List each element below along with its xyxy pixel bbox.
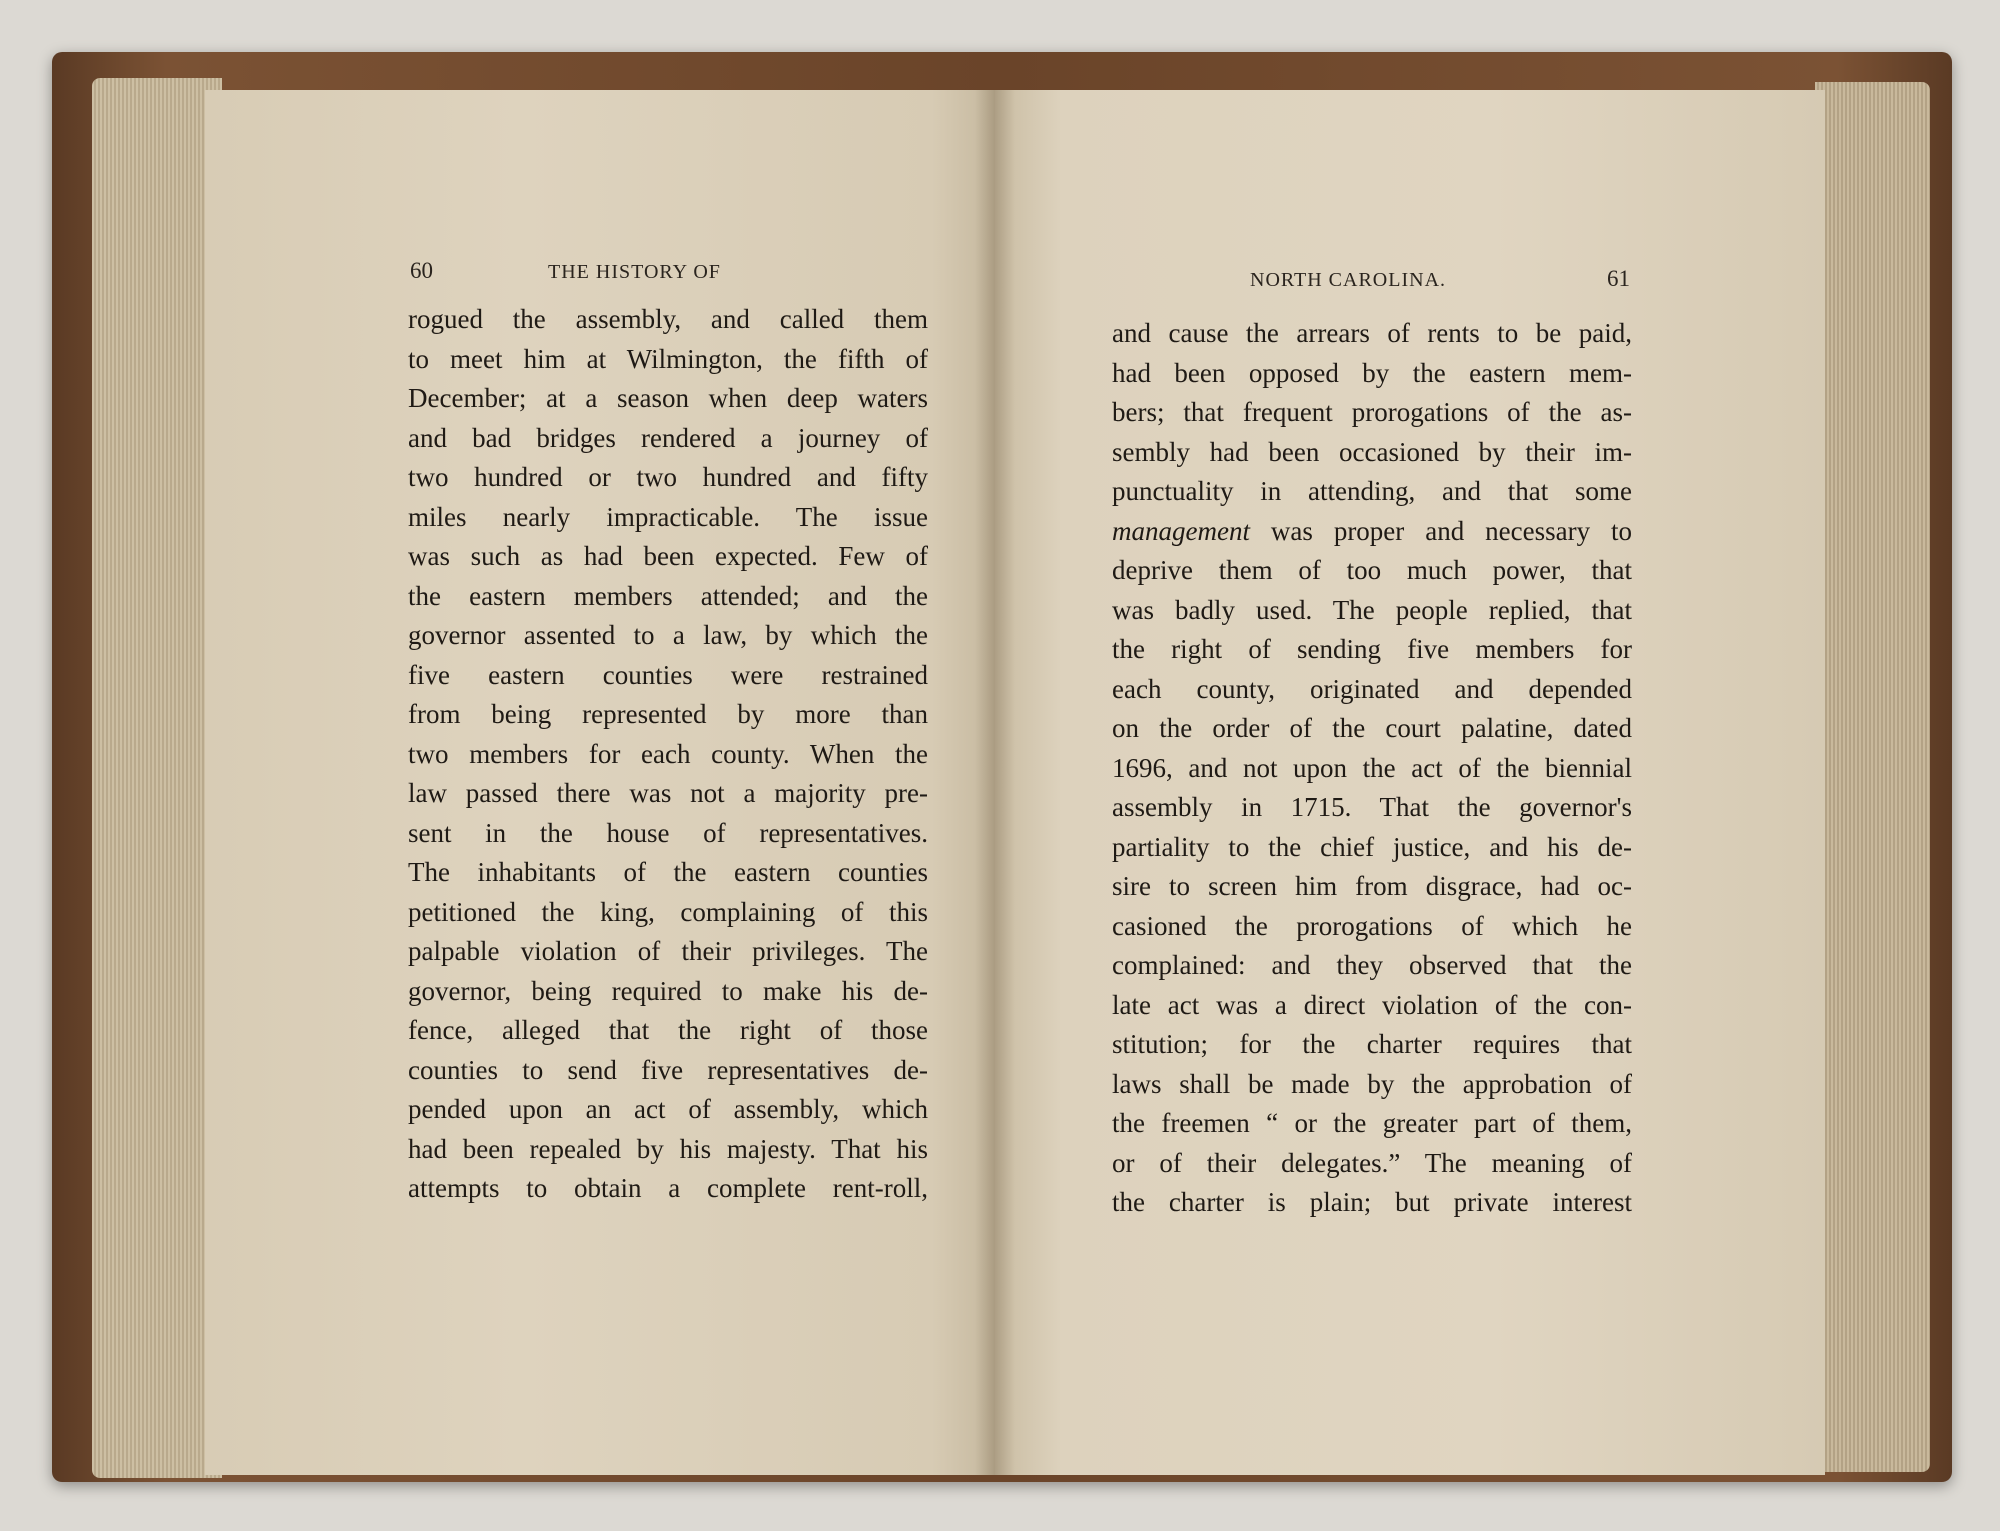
text-line: law passed there was not a majority pre- xyxy=(408,778,928,808)
right-page-edges xyxy=(1815,82,1930,1472)
text-line: deprive them of too much power, that xyxy=(1112,555,1632,585)
text-line: to meet him at Wilmington, the fifth of xyxy=(408,343,928,374)
text-line: attempts to obtain a complete rent-roll, xyxy=(408,1173,928,1203)
text-line: laws shall be made by the approbation of xyxy=(1112,1068,1632,1099)
text-line: governor assented to a law, by which the xyxy=(408,620,928,650)
left-running-title: THE HISTORY OF xyxy=(548,261,721,283)
text-line: sembly had been occasioned by their im- xyxy=(1112,436,1632,467)
text-line: five eastern counties were restrained xyxy=(408,659,928,690)
text-line: sire to screen him from disgrace, had oc- xyxy=(1112,871,1632,901)
text-line: the eastern members attended; and the xyxy=(408,580,928,611)
text-line: late act was a direct violation of the con- xyxy=(1112,989,1632,1020)
text-line: had been opposed by the eastern mem- xyxy=(1112,357,1632,388)
text-line: petitioned the king, complaining of this xyxy=(408,896,928,927)
right-page-text xyxy=(1112,314,1632,1223)
text-line: or of their delegates.” The meaning of xyxy=(1112,1147,1632,1178)
text-line: December; at a season when deep waters xyxy=(408,383,928,413)
text-line: on the order of the court palatine, dated xyxy=(1112,713,1632,743)
text-line: partiality to the chief justice, and his de- xyxy=(1112,831,1632,862)
text-line: was such as had been expected. Few of xyxy=(408,541,928,571)
right-page-header xyxy=(1250,266,1630,292)
text-line: stitution; for the charter requires that xyxy=(1112,1029,1632,1059)
text-line: and bad bridges rendered a journey of xyxy=(408,422,928,453)
text-line: palpable violation of their privileges. The xyxy=(408,936,928,966)
text-line: fence, alleged that the right of those xyxy=(408,1015,928,1045)
text-line: 1696, and not upon the act of the biennial xyxy=(1112,752,1632,783)
text-line: two hundred or two hundred and fifty xyxy=(408,462,928,492)
text-line: punctuality in attending, and that some xyxy=(1112,476,1632,506)
text-line: from being represented by more than xyxy=(408,699,928,729)
text-line: The inhabitants of the eastern counties xyxy=(408,857,928,887)
text-line: each county, originated and depended xyxy=(1112,673,1632,704)
text-line: miles nearly impracticable. The issue xyxy=(408,501,928,532)
text-line: the freemen “ or the greater part of them, xyxy=(1112,1108,1632,1138)
text-line: the charter is plain; but private interest xyxy=(1112,1187,1632,1217)
text-line: complained: and they observed that the xyxy=(1112,950,1632,980)
left-page-text xyxy=(408,300,928,1209)
left-page-number: 60 xyxy=(410,258,433,283)
text-line: was badly used. The people replied, that xyxy=(1112,594,1632,625)
text-line: bers; that frequent prorogations of the as- xyxy=(1112,397,1632,427)
text-line: the right of sending five members for xyxy=(1112,634,1632,664)
text-line: assembly in 1715. That the governor's xyxy=(1112,792,1632,822)
left-page-header xyxy=(410,258,930,284)
text-line: sent in the house of representatives. xyxy=(408,817,928,848)
text-line: rogued the assembly, and called them xyxy=(408,304,928,334)
book-gutter xyxy=(975,90,1015,1475)
text-line: and cause the arrears of rents to be paid, xyxy=(1112,318,1632,348)
left-page-edges xyxy=(92,78,222,1478)
text-line: counties to send five representatives de- xyxy=(408,1054,928,1085)
text-line: pended upon an act of assembly, which xyxy=(408,1094,928,1124)
text-line: two members for each county. When the xyxy=(408,738,928,769)
text-line: had been repealed by his majesty. That his xyxy=(408,1133,928,1164)
text-line: governor, being required to make his de- xyxy=(408,975,928,1006)
right-running-title: NORTH CAROLINA. xyxy=(1250,269,1447,291)
text-line: casioned the prorogations of which he xyxy=(1112,910,1632,941)
right-page-number: 61 xyxy=(1607,266,1630,291)
text-line: management was proper and necessary to xyxy=(1112,515,1632,546)
